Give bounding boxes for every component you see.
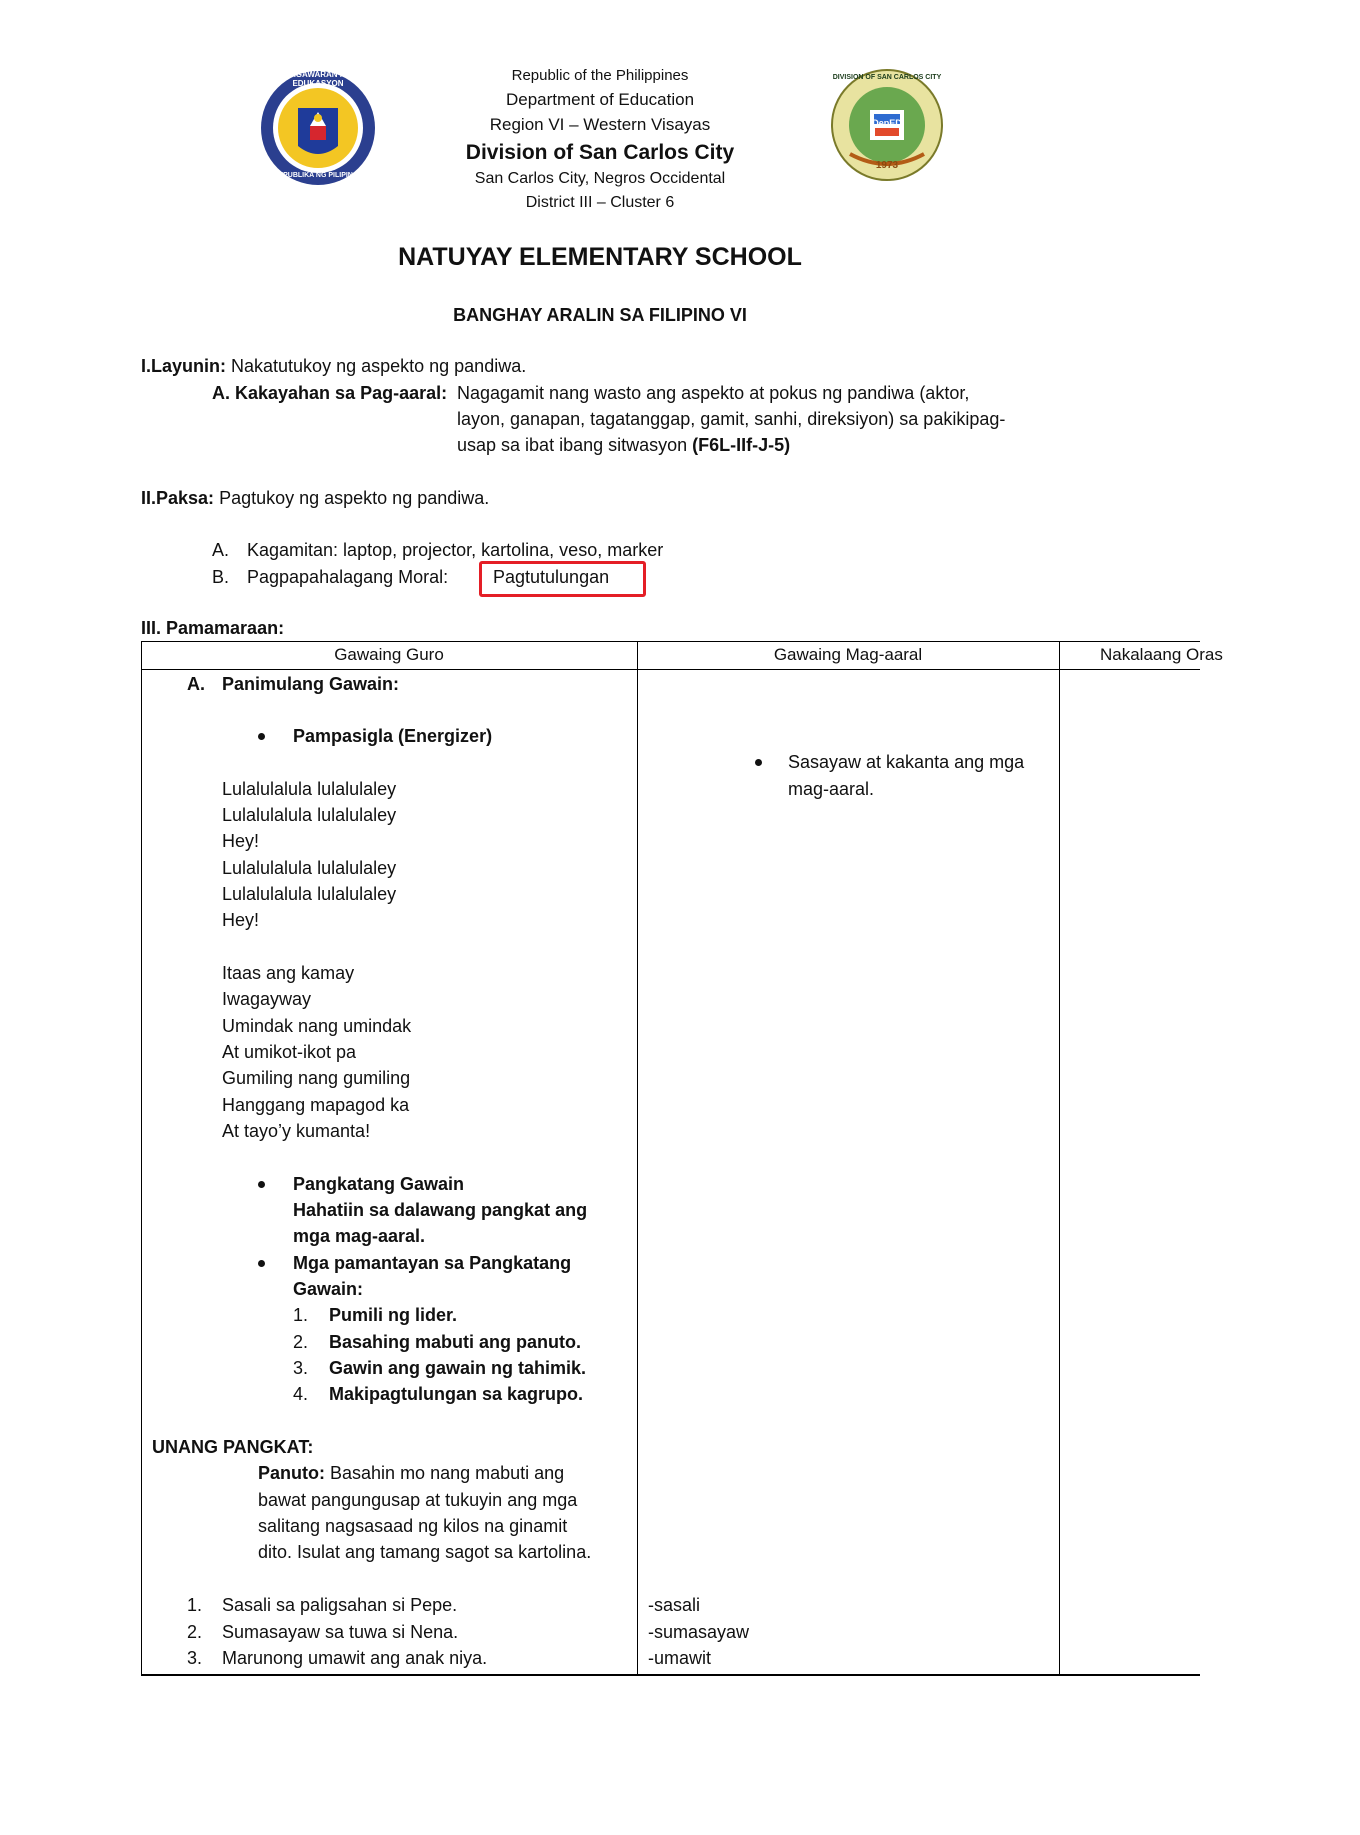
section-letter: A. [187,674,205,694]
panuto-text-1: Basahin mo nang mabuti ang [330,1463,565,1483]
doc-title: BANGHAY ARALIN SA FILIPINO VI [453,305,747,325]
rule-text: Basahing mabuti ang panuto. [329,1332,582,1352]
rule-text: Pumili ng lider. [329,1305,458,1325]
rule-number: 4. [293,1384,309,1404]
panuto-text-3: salitang nagsasaad ng kilos na ginamit [258,1516,568,1536]
song-line: Gumiling nang gumiling [222,1068,411,1088]
answer-3: -umawit [648,1648,712,1668]
col-header-oras: Nakalaang Oras [1100,645,1223,664]
header-region: Region VI – Western Visayas [489,115,711,134]
division-seal-badge: DepED [872,118,902,128]
layunin-text: Nakatutukoy ng aspekto ng pandiwa. [231,356,527,376]
kagamitan-text: Kagamitan: laptop, projector, kartolina, veso, marker [247,540,664,560]
unang-pangkat-title: UNANG PANGKAT: [152,1437,314,1457]
header-department: Department of Education [505,90,695,109]
panuto-label: Panuto: [258,1463,325,1483]
paksa-row [141,485,489,511]
energizer-title: Pampasigla (Energizer) [293,726,493,746]
student-response-1: Sasayaw at kakanta ang mga [788,752,1025,772]
panuto-text-4: dito. Isulat ang tamang sagot sa kartolina. [258,1542,592,1562]
answer-2: -sumasayaw [648,1622,750,1642]
moral-label: Pagpapahalagang Moral: [247,567,449,587]
header-city: San Carlos City, Negros Occidental [474,170,726,187]
song-line: Umindak nang umindak [222,1016,412,1036]
layunin-label: I.Layunin: [141,356,226,376]
rules-title-1: Mga pamantayan sa Pangkatang [293,1253,572,1273]
deped-seal-text-top: KAGAWARAN NG EDUKASYON [284,70,352,88]
kakayahan-text-3-row [457,432,790,458]
paksa-text: Pagtukoy ng aspekto ng pandiwa. [219,488,490,508]
layunin-row [141,353,526,379]
competency-code: (F6L-IIf-J-5) [692,435,791,455]
song-line: Iwagayway [222,989,312,1009]
sentence-text: Marunong umawit ang anak niya. [222,1648,488,1668]
kakayahan-text-3: usap sa ibat ibang sitwasyon [457,435,688,455]
song-line: Lulalulalula lulalulaley [222,805,397,825]
rule-number: 2. [293,1332,309,1352]
student-response-bullet [755,759,762,766]
pamamaraan-label: III. Pamamaraan: [141,618,285,638]
energizer-bullet [258,733,265,740]
rule-text: Gawin ang gawain ng tahimik. [329,1358,587,1378]
group-line-1: Hahatiin sa dalawang pangkat ang [293,1200,588,1220]
rule-number: 3. [293,1358,309,1378]
col-header-guro: Gawaing Guro [334,645,444,664]
song-line: Lulalulalula lulalulaley [222,884,397,904]
answer-1: -sasali [648,1595,701,1615]
song-line: Hanggang mapagod ka [222,1095,410,1115]
sentence-number: 3. [187,1648,203,1668]
group-title: Pangkatang Gawain [293,1174,465,1194]
division-seal-text: DIVISION OF SAN CARLOS CITY [832,74,942,81]
song-line: Lulalulalula lulalulaley [222,858,397,878]
section-title: Panimulang Gawain: [222,674,400,694]
kakayahan-label: A. Kakayahan sa Pag-aaral: [212,383,448,403]
song-line: Itaas ang kamay [222,963,355,983]
kakayahan-text-1: Nagagamit nang wasto ang aspekto at pokus ng pandiwa (aktor, [457,383,970,403]
group-line-2: mga mag-aaral. [293,1226,426,1246]
paksa-label: II.Paksa: [141,488,215,508]
group-bullet [258,1181,265,1188]
student-response-2: mag-aaral. [788,779,875,799]
sentence-text: Sumasayaw sa tuwa si Nena. [222,1622,459,1642]
song-line: At tayo’y kumanta! [222,1121,371,1141]
rule-text: Makipagtulungan sa kagrupo. [329,1384,584,1404]
kagamitan-letter: A. [212,540,230,560]
deped-seal-text-bottom: REPUBLIKA NG PILIPINAS [273,172,363,179]
song-line: Lulalulalula lulalulaley [222,779,397,799]
moral-letter: B. [212,567,230,587]
rule-number: 1. [293,1305,309,1325]
sentence-number: 1. [187,1595,203,1615]
header-district: District III – Cluster 6 [525,194,675,211]
song-line: At umikot-ikot pa [222,1042,357,1062]
division-seal-year: 1973 [875,160,899,171]
rules-title-2: Gawain: [293,1279,364,1299]
panuto-text-2: bawat pangungusap at tukuyin ang mga [258,1490,578,1510]
col-header-mag-aaral: Gawaing Mag-aaral [773,645,923,664]
song-line: Hey! [222,910,260,930]
song-line: Hey! [222,831,260,851]
header-republic: Republic of the Philippines [511,67,689,84]
sentence-text: Sasali sa paligsahan si Pepe. [222,1595,458,1615]
sentence-number: 2. [187,1622,203,1642]
school-name: NATUYAY ELEMENTARY SCHOOL [398,243,802,271]
header-division: Division of San Carlos City [465,141,735,164]
moral-value: Pagtutulungan [493,567,610,587]
kakayahan-text-2: layon, ganapan, tagatanggap, gamit, sanhi, direksiyon) sa pakikipag- [457,409,1006,429]
rules-bullet [258,1260,265,1267]
panuto-row [258,1460,564,1486]
